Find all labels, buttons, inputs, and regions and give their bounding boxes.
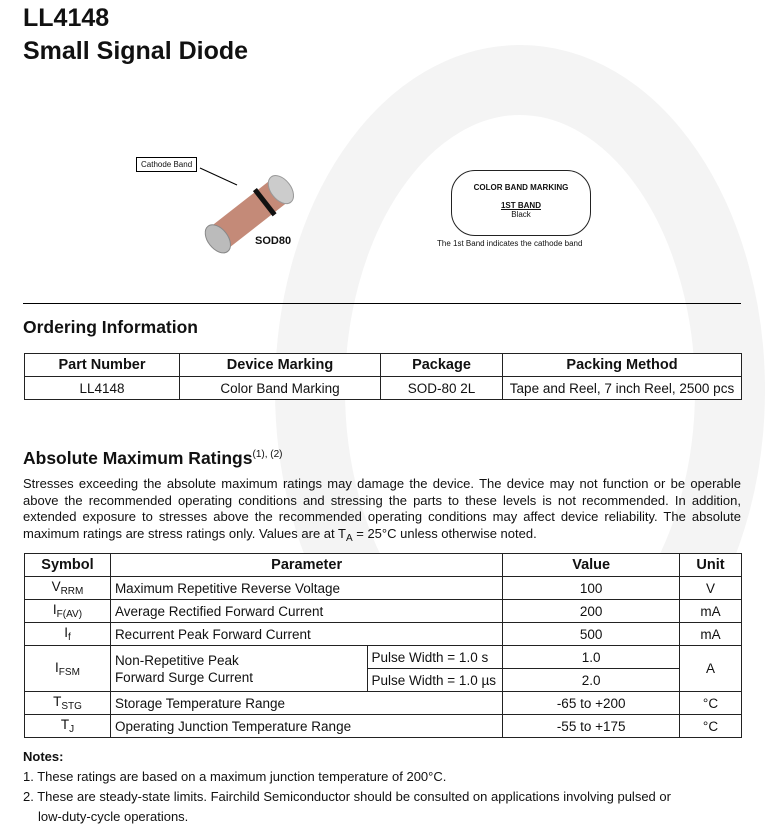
notes — [23, 747, 671, 827]
divider — [23, 303, 741, 304]
table-row: $I_{FSM}$ Non-Repetitive Peak Forward Surge Current Pulse Width = 1.0 s 1.0 A — [25, 646, 742, 669]
table-row: $I_{F(AV)}$ Average Rectified Forward Current 200 mA — [25, 600, 742, 623]
note-item: 2. These are steady-state limits. Fairchild Semiconductor should be consulted on applications involving pulsed or — [23, 789, 671, 804]
band-color: Black — [511, 210, 531, 219]
note-item: 1. These ratings are based on a maximum junction temperature of 200°C. — [23, 769, 447, 784]
ordering-heading: Ordering Information — [23, 317, 198, 337]
color-band-box — [451, 170, 591, 236]
ratings-heading: Absolute Maximum Ratings$^{(1), (2)}$ — [23, 448, 283, 468]
table-row: Pulse Width = 1.0 µs 2.0 — [25, 669, 742, 692]
page-title: LL4148 Small Signal Diode — [23, 4, 249, 65]
ratings-intro: Stresses exceeding the absolute maximum ratings may damage the device. The device may not function or be operable above the recommended operating conditions and stressing the parts to these levels is not recommended. In addition, extended exposure to stresses above the recommended operating conditions may affect device reliability. The absolute maximum ratings are stress ratings only. Values are at $T_A = 25^\circ C$ unless otherwise noted. — [23, 476, 741, 544]
table-row: $T_{STG}$ Storage Temperature Range -65 to +200 °C — [25, 692, 742, 715]
cathode-label: Cathode Band — [136, 157, 197, 172]
table-row: $T_J$ Operating Junction Temperature Range -55 to +175 °C — [25, 715, 742, 738]
band-title: 1ST BAND — [500, 201, 541, 210]
marking-title: COLOR BAND MARKING — [473, 183, 569, 192]
notes-heading: Notes: — [23, 749, 64, 764]
package-label: SOD80 — [255, 235, 292, 247]
figure-caption: The 1st Band indicates the cathode band — [437, 239, 583, 248]
table-row: $V_{RRM}$ Maximum Repetitive Reverse Voltage 100 V — [25, 577, 742, 600]
table-row: $I_f$ Recurrent Peak Forward Current 500 mA — [25, 623, 742, 646]
ratings-table: Symbol Parameter Value Unit $V_{RRM}$ Maximum Repetitive Reverse Voltage 100 V $I_{F(AV)}$ Average Rectified Forward Current 200 mA $I_f$ Recurrent Peak Forward Current 500 mA $I_{FSM}$ Non-Repetitive Peak Forward Surge Current Pulse Width = 1.0 s 1.0 A Pulse Width = 1.0 µs 2.0 $T_{STG}$ Storage Temperature Range -65 to +200 °C $T_J$ Operating Junction Temperature Range -55 to +175 °C — [24, 553, 742, 738]
note-item: low-duty-cycle operations. — [38, 809, 189, 824]
ordering-table: Part Number Device Marking Package Packing Method LL4148 Color Band Marking SOD-80 2L Tape and Reel, 7 inch Reel, 2500 pcs — [24, 353, 742, 400]
